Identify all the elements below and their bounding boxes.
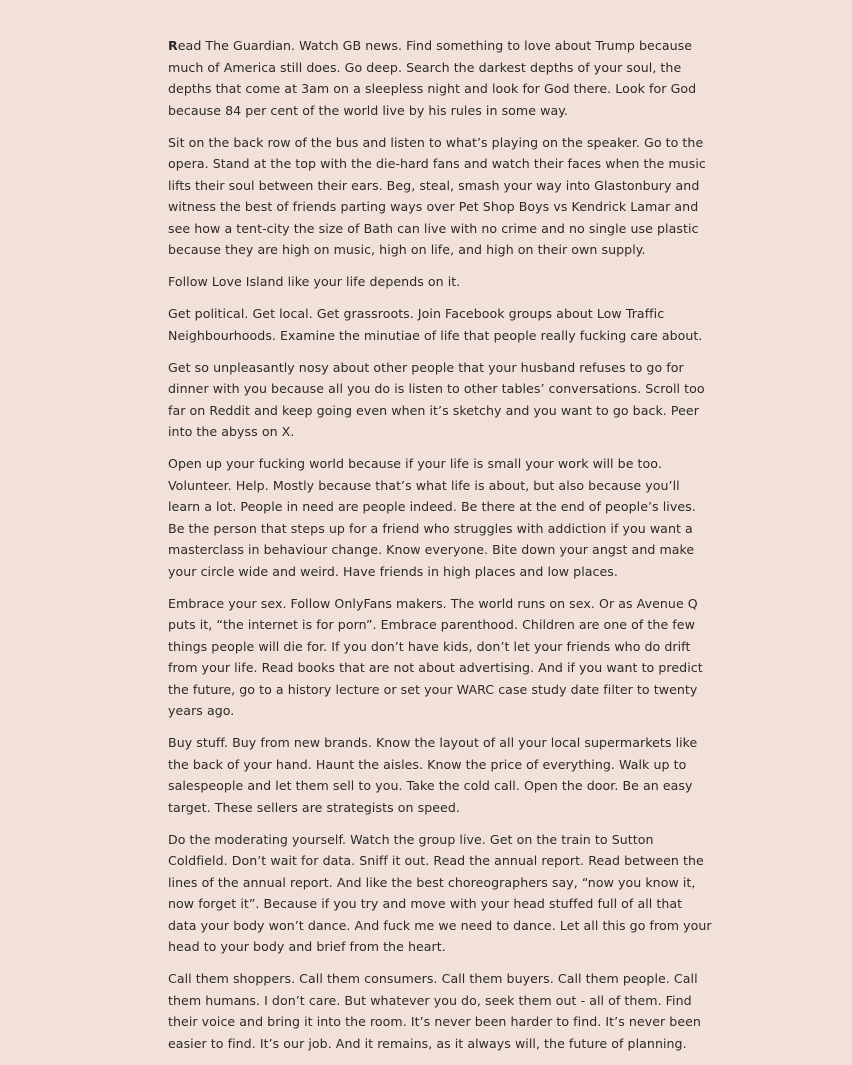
article-body <box>168 35 712 1065</box>
paragraph-6: Open up your fucking world because if your life is small your work will be too. Volunteer. Help. Mostly because that’s what life is about, but also because you’ll learn a lot. People in need are people indeed. Be there at the end of people’s lives. Be the person that steps up for a friend who struggles with addiction if you want a masterclass in behaviour change. Know everyone. Bite down your angst and make your circle wide and weird. Have friends in high places and low places. <box>168 456 696 579</box>
paragraph-8: Buy stuff. Buy from new brands. Know the layout of all your local supermarkets like the back of your hand. Haunt the aisles. Know the price of everything. Walk up to salespeople and let them sell to you. Take the cold call. Open the door. Be an easy target. These sellers are strategists on speed. <box>168 735 698 815</box>
paragraph-9: Do the moderating yourself. Watch the group live. Get on the train to Sutton Coldfield. Don’t wait for data. Sniff it out. Read the annual report. Read between the lines of the annual report. And like the best choreographers say, “now you know it, now forget it”. Because if you try and move with your head stuffed full of all that data your body won’t dance. And fuck me we need to dance. Let all this go from your head to your body and brief from the heart. <box>168 831 712 954</box>
drop-cap-letter: R <box>168 38 178 53</box>
paragraph-3: Follow Love Island like your life depends on it. <box>168 274 461 289</box>
paragraph-1 <box>168 35 712 121</box>
paragraph-4: Get political. Get local. Get grassroots. Join Facebook groups about Low Traffic Neighbourhoods. Examine the minutiae of life that people really fucking care about. <box>168 306 703 343</box>
paragraph-7: Embrace your sex. Follow OnlyFans makers. The world runs on sex. Or as Avenue Q puts it, “the internet is for porn”. Embrace parenthood. Children are one of the few things people will die for. If you don’t have kids, don’t let your friends who do drift from your life. Read books that are not about advertising. And if you want to predict the future, go to a history lecture or set your WARC case study date filter to twenty years ago. <box>168 595 703 718</box>
paragraph-10: Call them shoppers. Call them consumers. Call them buyers. Call them people. Call them humans. I don’t care. But whatever you do, seek them out - all of them. Find their voice and bring it into the room. It’s never been harder to find. It’s never been easier to find. It’s our job. And it remains, as it always will, the future of planning. <box>168 971 701 1051</box>
paragraph-2: Sit on the back row of the bus and listen to what’s playing on the speaker. Go to the opera. Stand at the top with the die-hard fans and watch their faces when the music lifts their soul between their ears. Beg, steal, smash your way into Glastonbury and witness the best of friends parting ways over Pet Shop Boys vs Kendrick Lamar and see how a tent-city the size of Bath can live with no crime and no single use plastic because they are high on music, high on life, and high on their own supply. <box>168 134 706 257</box>
paragraph-1-text: ead The Guardian. Watch GB news. Find something to love about Trump because much of America still does. Go deep. Search the darkest depths of your soul, the depths that come at 3am on a sleepless night and look for God there. Look for God because 84 per cent of the world live by his rules in some way. <box>168 38 697 118</box>
paragraph-5: Get so unpleasantly nosy about other people that your husband refuses to go for dinner with you because all you do is listen to other tables’ conversations. Scroll too far on Reddit and keep going even when it’s sketchy and you want to go back. Peer into the abyss on X. <box>168 359 705 439</box>
